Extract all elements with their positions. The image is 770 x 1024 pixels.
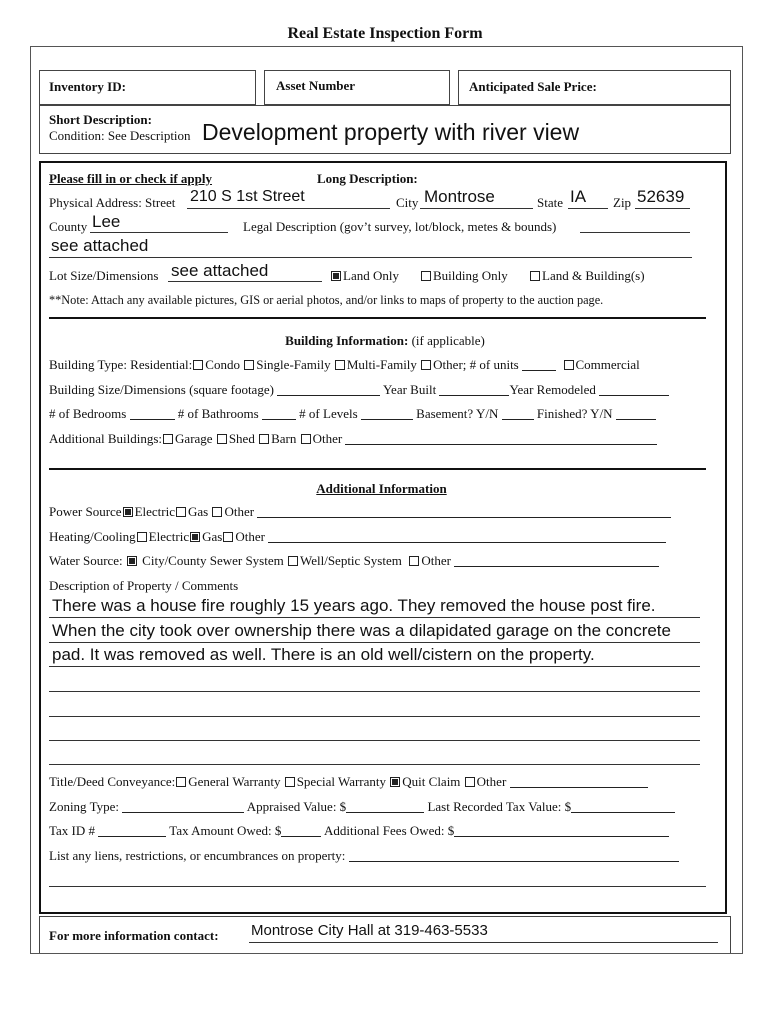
other-units-checkbox[interactable] (421, 360, 431, 370)
building-size-row (49, 382, 669, 398)
water-other-checkbox[interactable] (409, 556, 419, 566)
zip-line[interactable] (635, 208, 690, 209)
fill-in-label: Please fill in or check if apply (49, 171, 212, 186)
state-line[interactable] (568, 208, 608, 209)
single-family-label: Single-Family (256, 357, 331, 372)
lot-size-label: Lot Size/Dimensions (49, 268, 159, 283)
additional-buildings-label: Additional Buildings: (49, 431, 163, 446)
comments-label: Description of Property / Comments (49, 578, 239, 593)
quit-claim-label: Quit Claim (402, 774, 461, 789)
building-only-checkbox[interactable] (421, 271, 431, 281)
building-size-label: Building Size/Dimensions (square footage) (49, 382, 274, 397)
commercial-label: Commercial (575, 357, 640, 372)
appraised-label: Appraised Value: $ (246, 799, 347, 814)
building-type-row (49, 357, 640, 373)
power-source-label: Power Source (49, 504, 122, 519)
finished-field[interactable] (616, 407, 656, 420)
legal-line-1[interactable] (580, 232, 690, 233)
other-units-label: Other; # of units (433, 357, 519, 372)
year-built-label: Year Built (382, 382, 437, 397)
city-line[interactable] (420, 208, 533, 209)
heat-gas-checkbox[interactable] (190, 532, 200, 542)
land-only-option[interactable] (330, 268, 399, 284)
long-description-label: Long Description: (317, 171, 418, 186)
power-gas-label: Gas (188, 504, 209, 519)
contact-label: For more information contact: (49, 928, 219, 943)
land-building-option[interactable] (529, 268, 645, 284)
inventory-id-label: Inventory ID: (49, 79, 126, 94)
building-heading-suffix: (if applicable) (411, 333, 485, 348)
comment-text-1: There was a house fire roughly 15 years ago. They removed the house post fire. (52, 596, 656, 615)
year-built-field[interactable] (439, 383, 509, 396)
year-remodeled-label: Year Remodeled (509, 382, 596, 397)
comment-text-3: pad. It was removed as well. There is an old well/cistern on the property. (52, 645, 595, 664)
additional-other-label: Other (312, 431, 343, 446)
building-only-option[interactable] (420, 268, 508, 284)
basement-field[interactable] (502, 407, 534, 420)
water-well-label: Well/Septic System (299, 553, 402, 568)
condition-value: Development property with river view (202, 119, 580, 145)
land-only-checkbox[interactable] (331, 271, 341, 281)
comment-text-2: When the city took over ownership there was a dilapidated garage on the concrete (52, 621, 671, 640)
liens-row (49, 848, 679, 864)
asset-number-box[interactable] (264, 70, 450, 105)
building-size-field[interactable] (277, 383, 380, 396)
heating-label: Heating/Cooling (49, 529, 136, 544)
street-label: Physical Address: Street (49, 195, 176, 210)
bedrooms-field[interactable] (130, 407, 175, 420)
bathrooms-field[interactable] (262, 407, 296, 420)
year-remodeled-field[interactable] (599, 383, 669, 396)
tax-id-field[interactable] (98, 824, 166, 837)
building-heading (0, 333, 770, 349)
comment-line-3[interactable] (49, 666, 700, 667)
state-label: State (537, 195, 563, 210)
multi-family-checkbox[interactable] (335, 360, 345, 370)
general-warranty-checkbox[interactable] (176, 777, 186, 787)
zoning-field[interactable] (122, 800, 244, 813)
levels-label: # of Levels (299, 406, 358, 421)
garage-checkbox[interactable] (163, 434, 173, 444)
heat-other-field[interactable] (268, 530, 666, 543)
comment-line-2[interactable] (49, 642, 700, 643)
condo-checkbox[interactable] (193, 360, 203, 370)
water-other-label: Other (421, 553, 451, 568)
comment-line-7[interactable] (49, 764, 700, 765)
county-line[interactable] (90, 232, 228, 233)
additional-other-checkbox[interactable] (301, 434, 311, 444)
comment-line-6[interactable] (49, 740, 700, 741)
land-only-label: Land Only (343, 268, 399, 283)
heating-row (49, 529, 666, 545)
water-city-checkbox[interactable] (127, 556, 137, 566)
special-warranty-label: Special Warranty (296, 774, 387, 789)
additional-buildings-row (49, 431, 657, 447)
additional-other-field[interactable] (345, 432, 657, 445)
water-well-checkbox[interactable] (288, 556, 298, 566)
heat-electric-checkbox[interactable] (137, 532, 147, 542)
building-type-label: Building Type: Residential: (49, 357, 193, 372)
zip-value: 52639 (637, 187, 685, 206)
zoning-label: Zoning Type: (49, 799, 119, 814)
legal-line-2[interactable] (49, 257, 692, 258)
general-warranty-label: General Warranty (188, 774, 281, 789)
contact-value: Montrose City Hall at 319-463-5533 (251, 922, 488, 939)
heat-other-label: Other (235, 529, 265, 544)
title-conveyance-label: Title/Deed Conveyance: (49, 774, 176, 789)
contact-line[interactable] (249, 942, 718, 943)
comment-line-5[interactable] (49, 716, 700, 717)
heat-gas-label: Gas (202, 529, 223, 544)
condo-label: Condo (205, 357, 240, 372)
liens-label: List any liens, restrictions, or encumbrances on property: (49, 848, 346, 863)
liens-field[interactable] (349, 849, 679, 862)
zoning-row (49, 799, 675, 815)
power-other-label: Other (224, 504, 255, 519)
last-tax-label: Last Recorded Tax Value: $ (427, 799, 572, 814)
water-city-label: City/County Sewer System (142, 553, 284, 568)
special-warranty-checkbox[interactable] (285, 777, 295, 787)
fees-owed-field[interactable] (454, 824, 669, 837)
short-description-box[interactable] (39, 105, 731, 154)
garage-label: Garage (175, 431, 213, 446)
bedrooms-label: # of Bedrooms (49, 406, 127, 421)
comment-line-4[interactable] (49, 691, 700, 692)
basement-label: Basement? Y/N (416, 406, 499, 421)
rooms-row (49, 406, 656, 422)
page-title: Real Estate Inspection Form (287, 25, 483, 42)
quit-claim-checkbox[interactable] (390, 777, 400, 787)
power-source-row (49, 504, 671, 520)
water-other-field[interactable] (454, 554, 659, 567)
power-electric-label: Electric (134, 504, 175, 519)
power-other-checkbox[interactable] (212, 507, 222, 517)
power-gas-checkbox[interactable] (176, 507, 186, 517)
state-value: IA (570, 187, 587, 206)
section-divider-1 (49, 317, 706, 319)
title-other-field[interactable] (510, 775, 648, 788)
city-label: City (396, 195, 419, 210)
legal-description-value: see attached (51, 236, 149, 255)
inventory-id-box[interactable] (39, 70, 256, 105)
levels-field[interactable] (361, 407, 413, 420)
title-other-checkbox[interactable] (465, 777, 475, 787)
sale-price-box[interactable] (458, 70, 731, 105)
last-tax-field[interactable] (571, 800, 675, 813)
title-other-label: Other (476, 774, 507, 789)
section-divider-2 (49, 468, 706, 470)
fees-owed-label: Additional Fees Owed: $ (323, 823, 455, 838)
county-value: Lee (92, 212, 121, 231)
short-description-label: Short Description: (49, 112, 152, 127)
finished-label: Finished? Y/N (536, 406, 613, 421)
building-only-label: Building Only (433, 268, 508, 283)
asset-number-label: Asset Number (276, 78, 356, 93)
lot-size-value: see attached (171, 261, 269, 280)
barn-checkbox[interactable] (259, 434, 269, 444)
county-label: County (49, 219, 88, 234)
tax-row (49, 823, 669, 839)
street-value: 210 S 1st Street (190, 188, 305, 205)
power-other-field[interactable] (257, 505, 671, 518)
comment-line-1[interactable] (49, 617, 700, 618)
street-line[interactable] (187, 208, 390, 209)
attachment-note: **Note: Attach any available pictures, GIS or aerial photos, and/or links to maps of property to the auction page. (49, 293, 604, 307)
city-value: Montrose (424, 187, 495, 206)
appraised-field[interactable] (346, 800, 424, 813)
title-conveyance-row (49, 774, 648, 790)
water-source-label: Water Source: (49, 553, 123, 568)
tax-owed-label: Tax Amount Owed: $ (169, 823, 282, 838)
liens-line-2[interactable] (49, 886, 706, 887)
heat-electric-label: Electric (148, 529, 190, 544)
shed-label: Shed (228, 431, 255, 446)
tax-id-label: Tax ID # (49, 823, 96, 838)
multi-family-label: Multi-Family (346, 357, 417, 372)
tax-owed-field[interactable] (281, 824, 321, 837)
power-electric-checkbox[interactable] (123, 507, 133, 517)
bathrooms-label: # of Bathrooms (177, 406, 259, 421)
building-heading-label: Building Information: (285, 333, 409, 348)
condition-label: Condition: See Description (49, 128, 191, 143)
additional-heading: Additional Information (316, 481, 447, 496)
commercial-checkbox[interactable] (564, 360, 574, 370)
water-source-row (49, 553, 659, 569)
single-family-checkbox[interactable] (244, 360, 254, 370)
land-building-checkbox[interactable] (530, 271, 540, 281)
sale-price-label: Anticipated Sale Price: (469, 79, 597, 94)
heat-other-checkbox[interactable] (223, 532, 233, 542)
shed-checkbox[interactable] (217, 434, 227, 444)
units-field[interactable] (522, 358, 556, 371)
land-building-label: Land & Building(s) (542, 268, 645, 283)
barn-label: Barn (271, 431, 297, 446)
lot-size-line[interactable] (168, 281, 322, 282)
legal-description-label: Legal Description (gov’t survey, lot/block, metes & bounds) (243, 219, 557, 234)
zip-label: Zip (613, 195, 632, 210)
